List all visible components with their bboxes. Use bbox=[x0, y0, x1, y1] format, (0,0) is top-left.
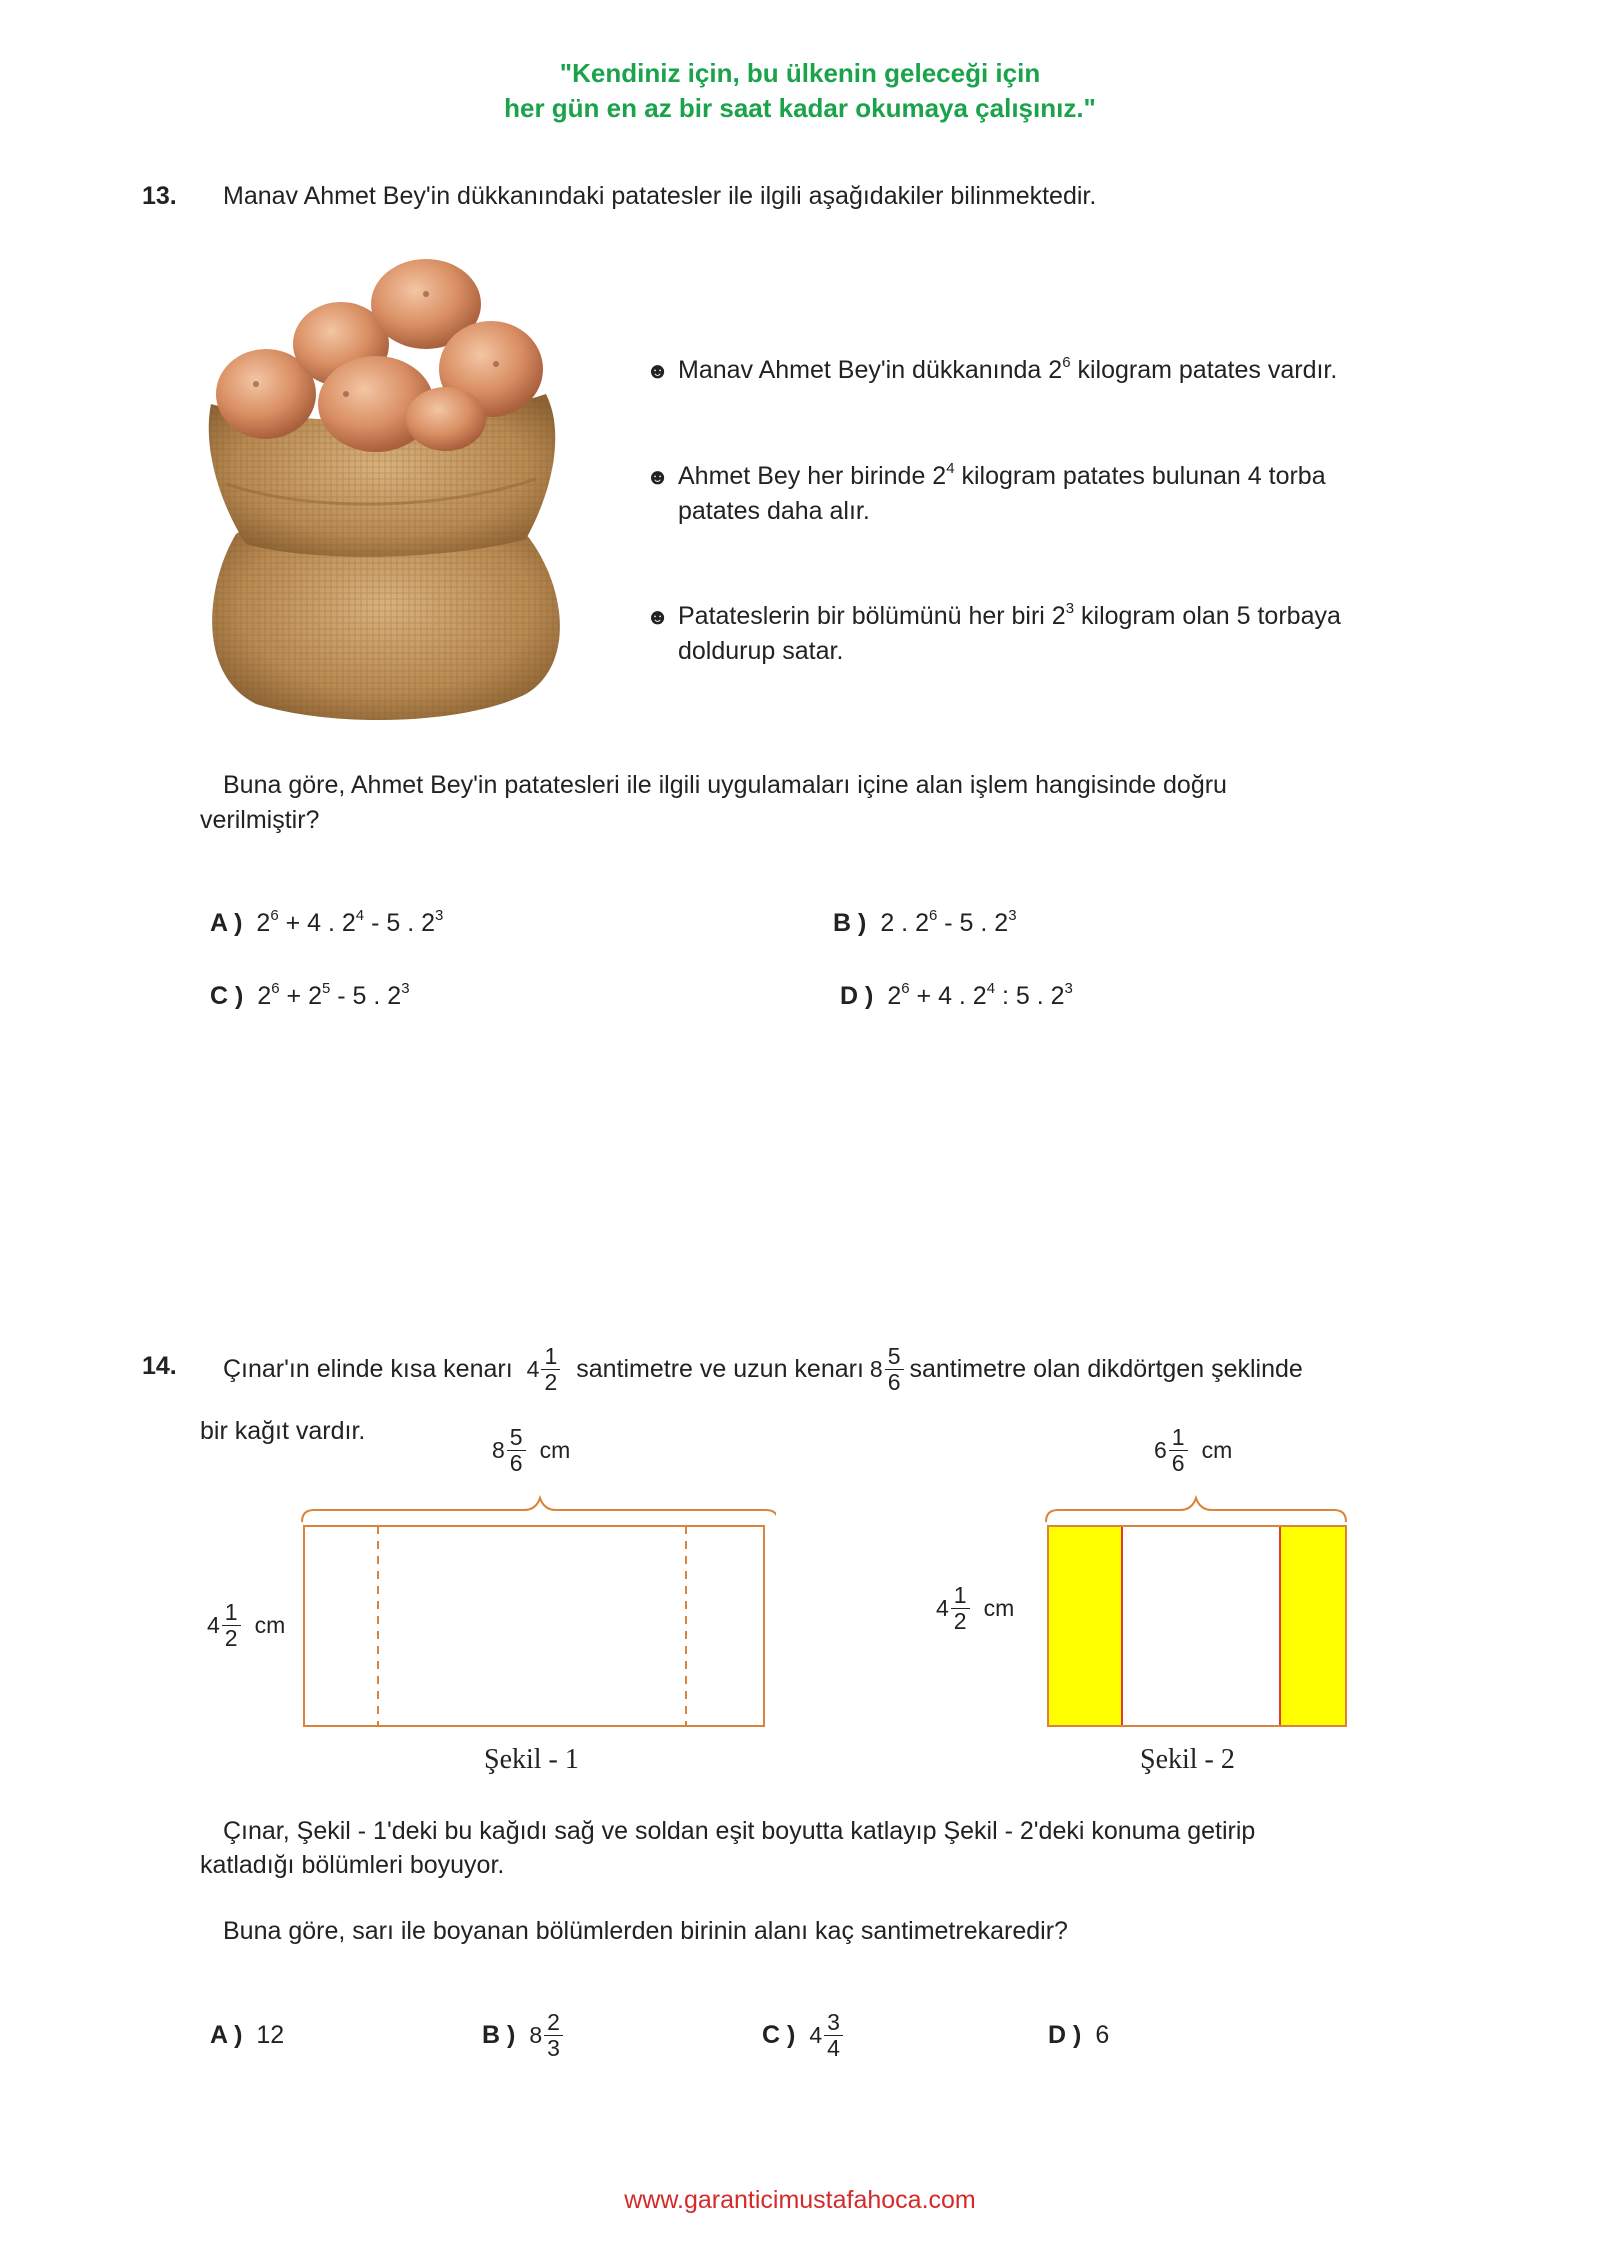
figure-1-caption: Şekil - 1 bbox=[484, 1744, 579, 1775]
q14-option-d[interactable]: D ) 6 bbox=[1048, 2020, 1110, 2049]
bullet-2: ☻ Ahmet Bey her birinde $2^4$ kilogram patates bulunan 4 torba patates daha alır. bbox=[646, 459, 1326, 525]
question-13-text-2: verilmiştir? bbox=[200, 806, 320, 834]
figure-1-width-label: 8 $\frac{5}{6}$ cm bbox=[492, 1424, 571, 1476]
q14-option-a[interactable]: A ) 12 bbox=[210, 2020, 285, 2049]
q14-option-c[interactable]: C ) 4 $\frac{3}{4}$ bbox=[762, 2002, 845, 2068]
motto-line-1: "Kendiniz için, bu ülkenin geleceği için bbox=[559, 58, 1041, 88]
question-14-para-2: katladığı bölümleri boyuyor. bbox=[200, 1851, 505, 1879]
figure-1-rectangle bbox=[296, 1480, 776, 1730]
bullet-1: ☻ Manav Ahmet Bey'in dükkanında $2^6$ kilogram patates vardır. bbox=[678, 353, 1337, 388]
yellow-panel-right bbox=[1280, 1526, 1346, 1726]
figure-1-width-brace bbox=[302, 1498, 776, 1522]
bullet-icon: ☻ bbox=[646, 604, 670, 629]
question-14-number: 14. bbox=[142, 1352, 177, 1380]
question-14-question: Buna göre, sarı ile boyanan bölümlerden birinin alanı kaç santimetrekaredir? bbox=[223, 1917, 1068, 1945]
question-13-intro: Manav Ahmet Bey'in dükkanındaki patatesler ile ilgili aşağıdakiler bilinmektedir. bbox=[223, 182, 1097, 210]
figure-2-width-brace bbox=[1046, 1498, 1346, 1522]
footer-link[interactable]: www.garanticimustafahoca.com bbox=[624, 2186, 976, 2214]
q13-option-b[interactable]: B ) 2 . $2^6 - 5$ . $2^3$ bbox=[833, 906, 1017, 937]
question-14-intro: Çınar'ın elinde kısa kenarı 4 $\frac{1}{2}$ santimetre ve uzun kenarı 8 $\frac{5}{6}$ santimetre olan dikdörtgen şeklinde bbox=[223, 1342, 1303, 1395]
yellow-panel-left bbox=[1048, 1526, 1122, 1726]
bullet-icon: ☻ bbox=[646, 464, 670, 489]
bullet-3: ☻ Patateslerin bir bölümünü her biri $2^3$ kilogram olan 5 torbaya doldurup satar. bbox=[646, 599, 1341, 665]
motto-line-2: her gün en az bir saat kadar okumaya çalışınız." bbox=[504, 93, 1096, 123]
question-13-number: 13. bbox=[142, 182, 177, 210]
q13-option-c[interactable]: C ) $2^6 + 2^5 - 5$ . $2^3$ bbox=[210, 979, 410, 1010]
question-13-text-1: Buna göre, Ahmet Bey'in patatesleri ile ilgili uygulamaları içine alan işlem hangisinde doğru bbox=[223, 771, 1227, 799]
figure-2-caption: Şekil - 2 bbox=[1140, 1744, 1235, 1775]
figure-2-width-label: 6 $\frac{1}{6}$ cm bbox=[1154, 1424, 1233, 1476]
bullet-icon: ☻ bbox=[646, 358, 670, 383]
figure-1-paper bbox=[304, 1526, 764, 1726]
q13-option-d[interactable]: D ) $2^6 + 4$ . $2^4$ : 5 . $2^3$ bbox=[840, 979, 1073, 1010]
q13-option-a[interactable]: A ) $2^6 + 4$ . $2^4 - 5$ . $2^3$ bbox=[210, 906, 444, 937]
figure-1-height-label: 4 $\frac{1}{2}$ cm bbox=[207, 1599, 286, 1651]
q14-option-b[interactable]: B ) 8 $\frac{2}{3}$ bbox=[482, 2002, 565, 2068]
figure-2-rectangle bbox=[1040, 1480, 1360, 1730]
figure-2-height-label: 4 $\frac{1}{2}$ cm bbox=[936, 1582, 1015, 1634]
question-14-para-1: Çınar, Şekil - 1'deki bu kağıdı sağ ve soldan eşit boyutta katlayıp Şekil - 2'deki konuma getirip bbox=[223, 1817, 1256, 1845]
question-14-intro-2: bir kağıt vardır. bbox=[200, 1417, 366, 1445]
potato-sack-image bbox=[196, 254, 586, 724]
